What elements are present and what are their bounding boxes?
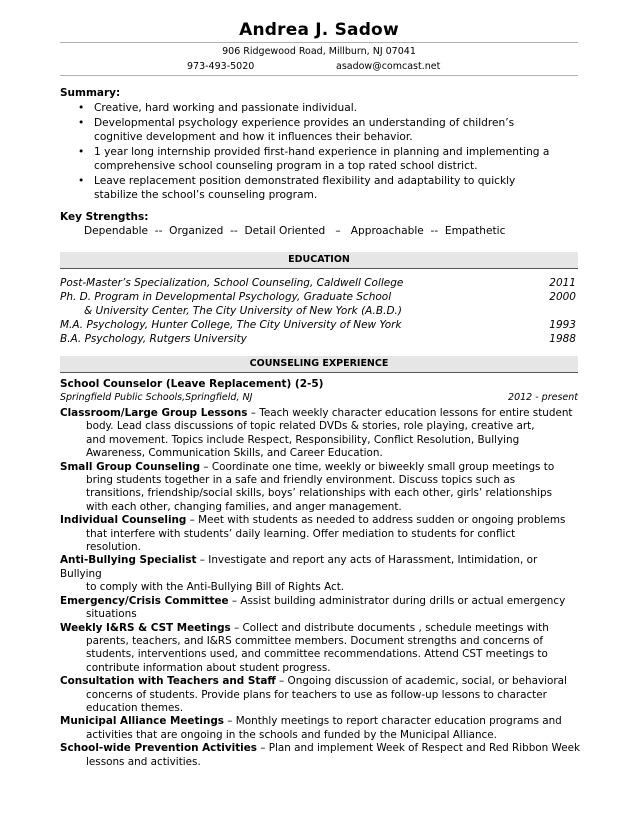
duty-text-continued: Awareness, Communication Skills, and Career Education. — [86, 447, 383, 460]
duty-text-continued: bring students together in a safe and friendly environment. Discuss topics such as — [86, 474, 516, 487]
experience-list — [60, 407, 582, 769]
duty-item — [60, 407, 582, 461]
job-title: School Counselor (Leave Replacement) (2-5) — [60, 378, 324, 390]
duty-heading: Individual Counseling — [60, 514, 187, 527]
duty-text: – Plan and implement Week of Respect and Red Ribbon Week — [256, 742, 581, 755]
duty-text: – Collect and distribute documents , schedule meetings with — [230, 621, 549, 634]
degree-text: & University Center, The City University of New York (A.B.D.) — [84, 305, 402, 317]
summary-bullet — [60, 101, 580, 116]
email: asadow@comcast.net — [336, 61, 441, 72]
duty-heading: Emergency/Crisis Committee — [60, 594, 229, 607]
duty-text: – Ongoing discussion of academic, social, or behavioral — [275, 675, 567, 688]
duty-text-continued: students, interventions used, and committee recommendations. Attend CST meetings to — [86, 648, 548, 661]
duty-item — [60, 461, 582, 515]
job-dates: 2012 - present — [508, 392, 578, 403]
duty-text-continued: resolution. — [86, 541, 141, 554]
phone: 973-493-5020 — [187, 61, 255, 72]
header-rule-bottom — [60, 75, 578, 76]
duty-heading: School-wide Prevention Activities — [60, 742, 257, 755]
bullet-icon: • — [78, 145, 85, 158]
summary-bullet-text: stabilize the school’s counseling program. — [94, 189, 318, 201]
strengths-line: Dependable -- Organized -- Detail Oriented – Approachable -- Empathetic — [84, 225, 506, 237]
duty-text-continued: concerns of students. Provide plans for teachers to use as follow-up lessons to character — [86, 688, 547, 701]
duty-text-continued: to comply with the Anti-Bullying Bill of Rights Act. — [86, 581, 345, 594]
degree-year: 1988 — [549, 333, 576, 345]
duty-text-continued: with each other, changing families, and anger management. — [86, 500, 402, 513]
duty-text-continued: transitions, friendship/social skills, boys’ relationships with each other, girls’ relationships — [86, 487, 552, 500]
duty-text-continued: body. Lead class discussions of topic related DVDs & stories, role playing, creative art, — [86, 420, 535, 433]
education-entry — [60, 276, 578, 290]
degree-year: 2011 — [549, 277, 576, 289]
duty-text-continued: that interfere with students’ daily learning. Offer mediation to students for conflict — [86, 527, 516, 540]
degree-text: Ph. D. Program in Developmental Psychology, Graduate School — [60, 291, 392, 303]
summary-bullet-text: comprehensive school counseling program in a top rated school district. — [94, 160, 478, 172]
duty-text: – Teach weekly character education lessons for entire student — [247, 407, 573, 419]
duty-heading: Small Group Counseling — [60, 460, 201, 473]
duty-text: – Assist building administrator during drills or actual emergency — [228, 594, 566, 607]
duty-text-continued: and movement. Topics include Respect, Responsibility, Conflict Resolution, Bullying — [86, 433, 520, 446]
duty-heading: Anti-Bullying Specialist — [60, 554, 197, 567]
education-entry — [84, 304, 578, 318]
duty-text: – Meet with students as needed to address sudden or ongoing problems — [186, 514, 566, 527]
duty-heading: Municipal Alliance Meetings — [60, 715, 224, 728]
summary-bullet-text: Leave replacement position demonstrated flexibility and adaptability to quickly — [94, 174, 516, 187]
degree-text: Post-Master’s Specialization, School Counseling, Caldwell College — [60, 277, 404, 289]
duty-item — [60, 622, 582, 676]
duty-text-continued: situations — [86, 608, 137, 621]
duty-item — [60, 715, 582, 742]
duty-text: – Monthly meetings to report character education programs and — [224, 715, 562, 728]
degree-year: 1993 — [549, 319, 576, 331]
duty-item — [60, 595, 582, 622]
duty-item — [60, 554, 582, 594]
summary-bullet-text: cognitive development and how it influences their behavior. — [94, 131, 413, 143]
duty-text: – Investigate and report any acts of Harassment, Intimidation, or Bullying — [60, 554, 538, 580]
education-entry — [60, 332, 578, 346]
duty-heading: Weekly I&RS & CST Meetings — [60, 621, 231, 634]
education-entry — [60, 290, 578, 304]
bullet-icon: • — [78, 174, 85, 187]
summary-bullet-text: Creative, hard working and passionate individual. — [94, 102, 358, 114]
duty-item — [60, 675, 582, 715]
experience-heading: COUNSELING EXPERIENCE — [60, 356, 578, 373]
employer: Springfield Public Schools,Springfield, NJ — [60, 392, 253, 403]
degree-text: M.A. Psychology, Hunter College, The City University of New York — [60, 319, 402, 331]
summary-bullet — [60, 174, 580, 203]
summary-bullet-text: 1 year long internship provided first-hand experience in planning and implementing a — [94, 145, 550, 158]
strengths-heading: Key Strengths: — [60, 211, 149, 223]
duty-text-continued: activities that are ongoing in the schools and funded by the Municipal Alliance. — [86, 728, 497, 741]
address: 906 Ridgewood Road, Millburn, NJ 07041 — [222, 46, 416, 57]
duty-text-continued: contribute information about student progress. — [86, 661, 331, 674]
education-entry — [60, 318, 578, 332]
duty-text-continued: lessons and activities. — [86, 755, 201, 768]
duty-item — [60, 742, 582, 769]
summary-list — [60, 101, 580, 203]
summary-bullet — [60, 116, 580, 145]
candidate-name: Andrea J. Sadow — [239, 20, 399, 40]
duty-item — [60, 514, 582, 554]
duty-heading: Classroom/Large Group Lessons — [60, 407, 248, 419]
duty-text-continued: parents, teachers, and I&RS committee members. Document strengths and concerns of — [86, 634, 544, 647]
summary-bullet — [60, 145, 580, 174]
header-rule-top — [60, 42, 578, 43]
bullet-icon: • — [78, 102, 85, 114]
education-heading: EDUCATION — [60, 252, 578, 269]
duty-heading: Consultation with Teachers and Staff — [60, 675, 276, 688]
duty-text: – Coordinate one time, weekly or biweekly small group meetings to — [200, 460, 555, 473]
degree-year: 2000 — [549, 291, 576, 303]
summary-heading: Summary: — [60, 87, 121, 99]
summary-bullet-text: Developmental psychology experience provides an understanding of children’s — [94, 116, 515, 129]
duty-text-continued: education themes. — [86, 701, 184, 714]
degree-text: B.A. Psychology, Rutgers University — [60, 333, 247, 345]
bullet-icon: • — [78, 116, 85, 129]
